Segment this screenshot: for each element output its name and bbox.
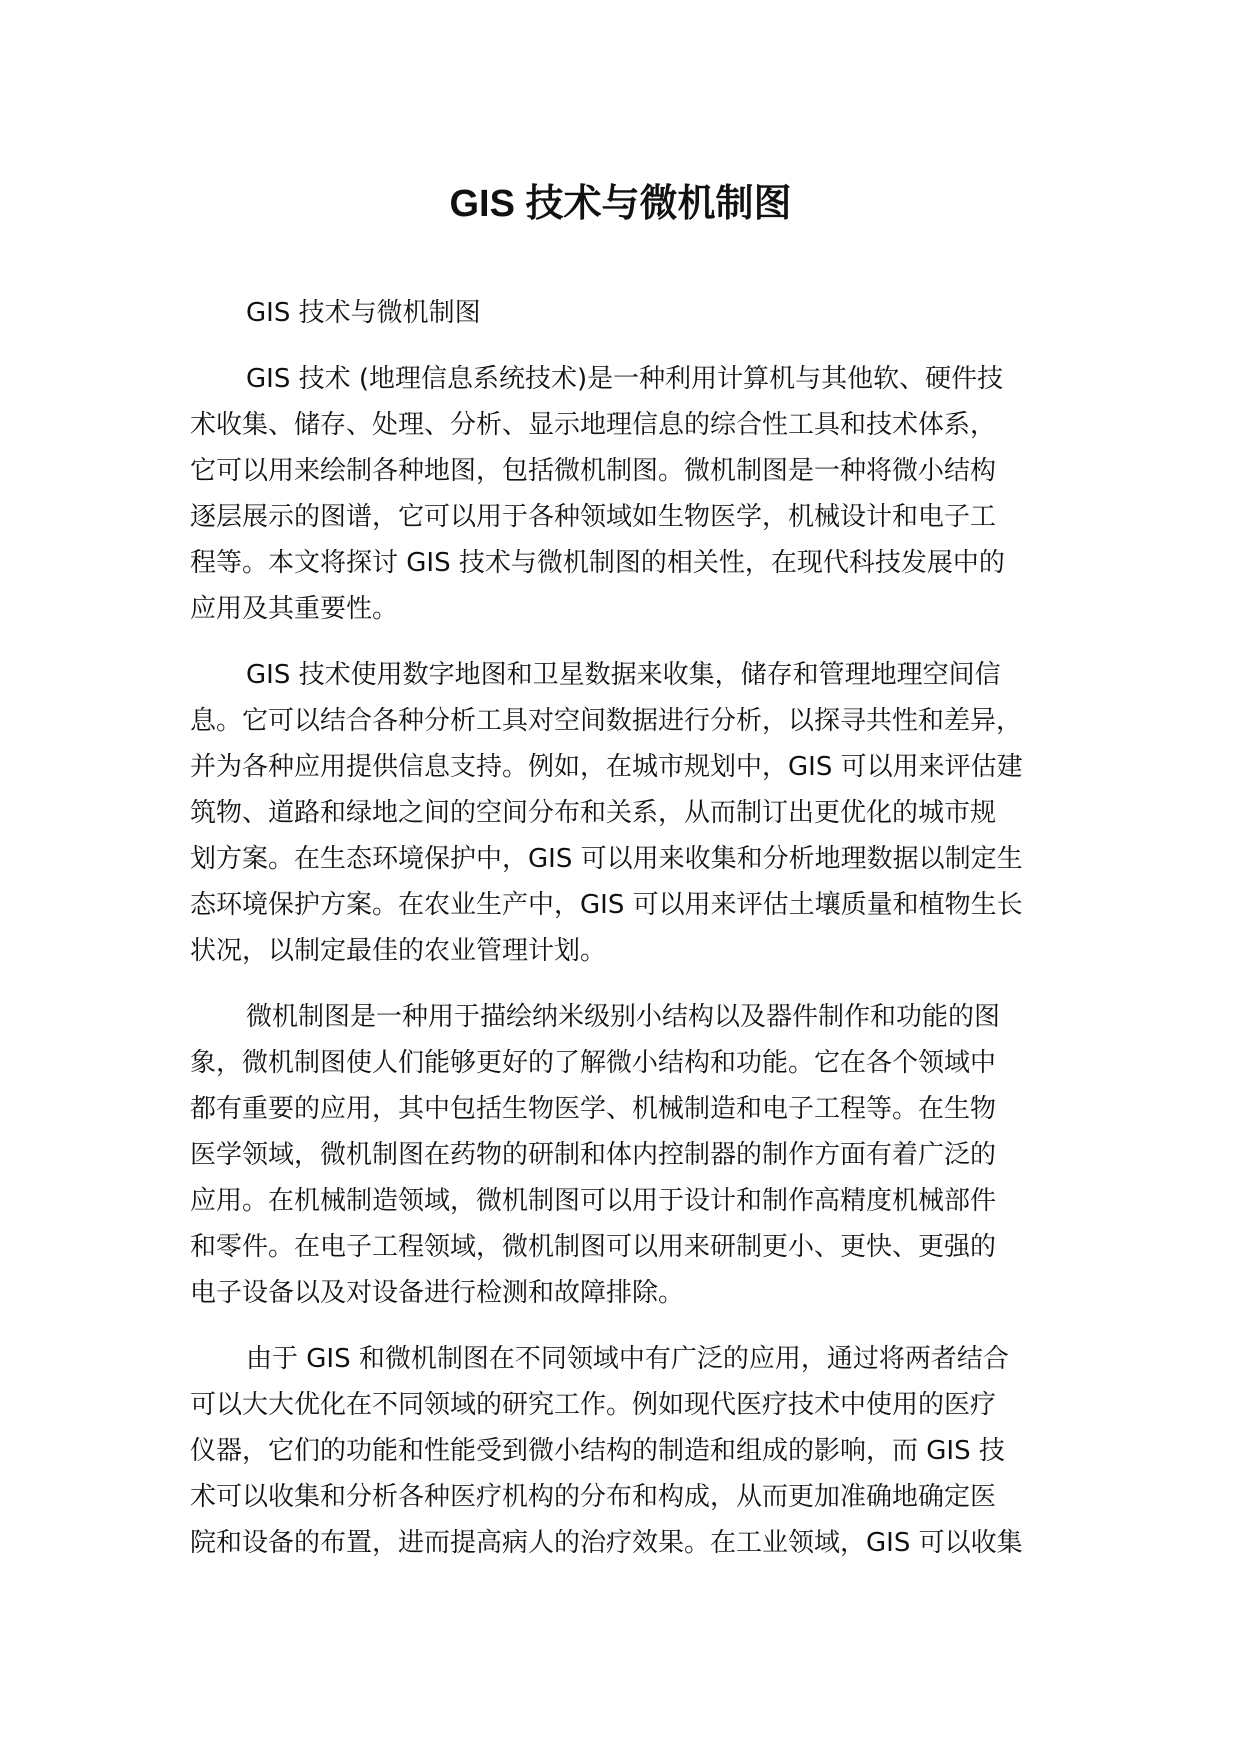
paragraph-line: 微机制图是一种用于描绘纳米级别小结构以及器件制作和功能的图	[246, 1002, 1001, 1032]
paragraph-line: 电子设备以及对设备进行检测和故障排除。	[190, 1278, 685, 1308]
paragraph-line: 应用及其重要性。	[190, 594, 399, 624]
paragraph-line: 逐层展示的图谱，它可以用于各种领域如生物医学，机械设计和电子工	[190, 502, 997, 532]
paragraph-line: 划方案。在生态环境保护中，GIS 可以用来收集和分析地理数据以制定生	[190, 844, 1023, 874]
paragraph-line: 院和设备的布置，进而提高病人的治疗效果。在工业领域，GIS 可以收集	[190, 1528, 1023, 1558]
paragraph-line: 态环境保护方案。在农业生产中，GIS 可以用来评估土壤质量和植物生长	[190, 890, 1023, 920]
paragraph-line: 术收集、储存、处理、分析、显示地理信息的综合性工具和技术体系，	[190, 410, 997, 440]
paragraph-line: GIS 技术使用数字地图和卫星数据来收集，储存和管理地理空间信	[246, 660, 1001, 690]
paragraph-line: 应用。在机械制造领域，微机制图可以用于设计和制作高精度机械部件	[190, 1186, 997, 1216]
paragraph-micro-mapping	[190, 994, 1080, 1316]
paragraph-line: 由于 GIS 和微机制图在不同领域中有广泛的应用，通过将两者结合	[246, 1344, 1009, 1374]
paragraph-line: 筑物、道路和绿地之间的空间分布和关系，从而制订出更优化的城市规	[190, 798, 997, 828]
document-body	[190, 290, 1080, 1586]
paragraph-line: 都有重要的应用，其中包括生物医学、机械制造和电子工程等。在生物	[190, 1094, 997, 1124]
paragraph-line: 状况，以制定最佳的农业管理计划。	[190, 936, 607, 966]
paragraph-line: GIS 技术 (地理信息系统技术)是一种利用计算机与其他软、硬件技	[246, 364, 1004, 394]
paragraph-line: GIS 技术与微机制图	[246, 298, 481, 328]
paragraph-line: 仪器，它们的功能和性能受到微小结构的制造和组成的影响，而 GIS 技	[190, 1436, 1005, 1466]
paragraph-line: 医学领域，微机制图在药物的研制和体内控制器的制作方面有着广泛的	[190, 1140, 997, 1170]
paragraph-line: 和零件。在电子工程领域，微机制图可以用来研制更小、更快、更强的	[190, 1232, 997, 1262]
paragraph-line: 可以大大优化在不同领域的研究工作。例如现代医疗技术中使用的医疗	[190, 1390, 997, 1420]
paragraph-line: 息。它可以结合各种分析工具对空间数据进行分析，以探寻共性和差异，	[190, 706, 1023, 736]
paragraph-line: 程等。本文将探讨 GIS 技术与微机制图的相关性，在现代科技发展中的	[190, 548, 1005, 578]
paragraph-gis	[190, 652, 1080, 974]
paragraph-line: 并为各种应用提供信息支持。例如，在城市规划中，GIS 可以用来评估建	[190, 752, 1023, 782]
paragraph-intro	[190, 356, 1080, 632]
paragraph-combination	[190, 1336, 1080, 1566]
paragraph-line: 它可以用来绘制各种地图，包括微机制图。微机制图是一种将微小结构	[190, 456, 997, 486]
document-title: GIS 技术与微机制图	[449, 183, 792, 225]
paragraph-line: 象，微机制图使人们能够更好的了解微小结构和功能。它在各个领域中	[190, 1048, 997, 1078]
paragraph-line: 术可以收集和分析各种医疗机构的分布和构成，从而更加准确地确定医	[190, 1482, 997, 1512]
paragraph-subtitle	[190, 290, 1080, 336]
